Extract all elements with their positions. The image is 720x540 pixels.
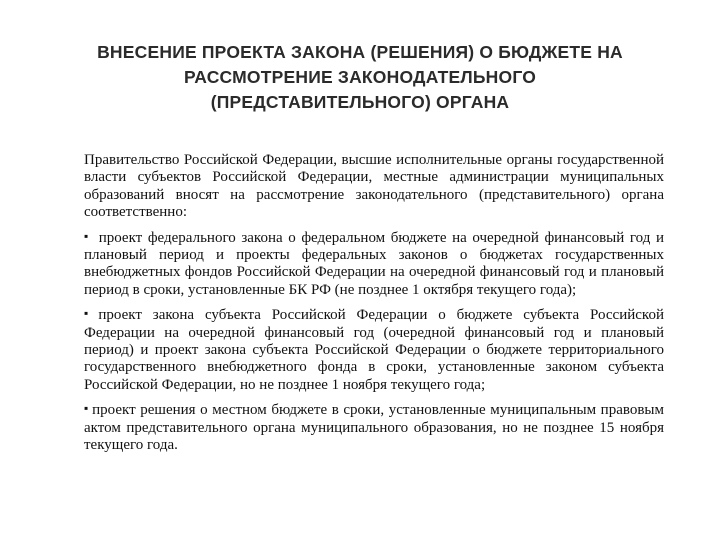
bullet-text-regional: проект закона субъекта Российской Федерации о бюджете субъекта Российской Федерации на очередной финансовый год (очередной финансовый год и плановый период) и проект закона субъекта Российской Федерации о бюджете территориального государственного внебюджетного фонда в сроки, установленные законом субъекта Российской Федерации, но не позднее 1 ноября текущего года; (84, 307, 664, 393)
bullet-text-federal: проект федерального закона о федеральном бюджете на очередной финансовый год и плановый период и проекты федеральных законов о бюджетах государственных внебюджетных фондов Российской Федерации на очередной финансовый год и плановый период в сроки, установленные БК РФ (не позднее 1 октября текущего года); (84, 229, 664, 298)
bullet-item-regional (84, 305, 664, 394)
bullet-item-local (84, 400, 664, 454)
title-line-2: РАССМОТРЕНИЕ ЗАКОНОДАТЕЛЬНОГО (183, 67, 537, 87)
intro-paragraph: Правительство Российской Федерации, высшие исполнительные органы государственной власти субъектов Российской Федерации, местные администрации муниципальных образований вносят на рассмотрение законодательного (представительного) органа соответственно: (84, 152, 664, 221)
slide-title (40, 40, 680, 115)
bullet-text-local: проект решения о местном бюджете в сроки, установленные муниципальным правовым актом представительного органа муниципального образования, но не позднее 15 ноября текущего года. (84, 402, 664, 454)
slide-body (84, 152, 664, 461)
title-line-1: ВНЕСЕНИЕ ПРОЕКТА ЗАКОНА (РЕШЕНИЯ) О БЮДЖЕТЕ НА (97, 42, 623, 62)
bullet-item-federal (84, 228, 664, 300)
title-line-3: (ПРЕДСТАВИТЕЛЬНОГО) ОРГАНА (210, 92, 510, 112)
bullet-marker-icon: ▪ (84, 401, 90, 416)
bullet-marker-icon: ▪ (84, 306, 96, 321)
bullet-marker-icon: ▪ (84, 228, 91, 243)
